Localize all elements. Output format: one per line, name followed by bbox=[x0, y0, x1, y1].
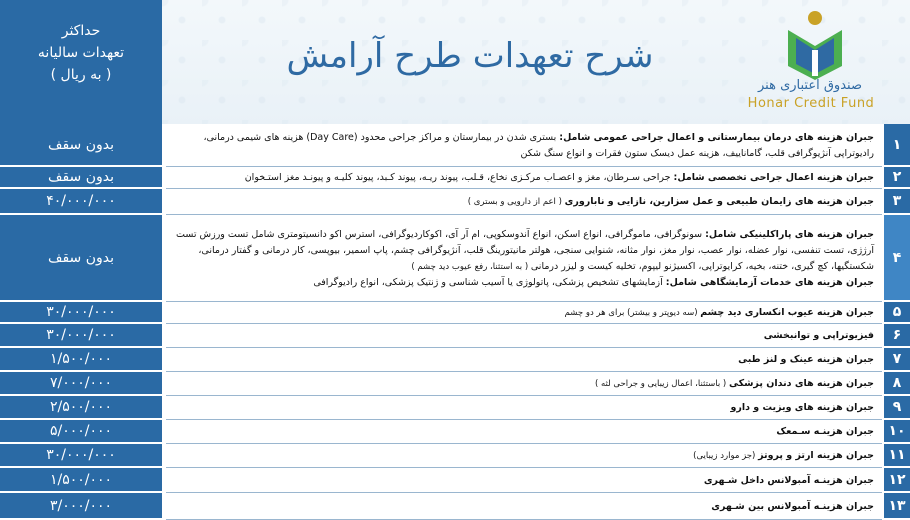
row-amount: ۵/۰۰۰/۰۰۰ bbox=[0, 420, 162, 444]
row-note: ( به استثنا، رفع عیوب دید چشم ) bbox=[411, 261, 531, 272]
row-amount: ۴۰/۰۰۰/۰۰۰ bbox=[0, 189, 162, 215]
row-description bbox=[166, 167, 882, 189]
row-description bbox=[166, 396, 882, 420]
commitments-table bbox=[0, 124, 910, 520]
row-title: فیزیوتراپی و توانبخشی bbox=[763, 330, 874, 341]
row-number: ۲ bbox=[884, 167, 910, 189]
row-number: ۹ bbox=[884, 396, 910, 420]
row-number: ۴ bbox=[884, 215, 910, 302]
row-amount: ۱/۵۰۰/۰۰۰ bbox=[0, 348, 162, 372]
row-description bbox=[166, 420, 882, 444]
row-note: ( باستثنا، اعمال زیبایی و جراحی لثه ) bbox=[594, 379, 729, 389]
page-title: شرح تعهدات طرح آرامش bbox=[286, 36, 654, 76]
max-label-line2: تعهدات سالیانه bbox=[37, 45, 125, 61]
row-note: (جز موارد زیبایی) bbox=[693, 451, 759, 461]
table-row bbox=[0, 396, 910, 420]
row-number: ۸ bbox=[884, 372, 910, 396]
row-number: ۳ bbox=[884, 189, 910, 215]
row-number: ۱ bbox=[884, 124, 910, 167]
row-number: ۶ bbox=[884, 324, 910, 348]
row-title: جبران هزینه های درمان بیمارستانی و اعمال جراحی عمومی شامل: bbox=[559, 131, 874, 143]
row-description bbox=[166, 189, 882, 215]
row-note: (سه دیوپتر و بیشتر) برای هر دو چشم bbox=[564, 308, 701, 318]
row-amount: ۳۰/۰۰۰/۰۰۰ bbox=[0, 302, 162, 324]
row-amount: بدون سقف bbox=[0, 124, 162, 167]
row-title: جبران هزینه عیوب انکساری دید چشم bbox=[700, 307, 874, 318]
row-title: جبران هزینه های زایمان طبیعی و عمل سزارین، نازایی و ناباروری bbox=[564, 196, 874, 207]
row-description bbox=[166, 324, 882, 348]
row-description bbox=[166, 493, 882, 520]
table-row bbox=[0, 189, 910, 215]
table-row bbox=[0, 493, 910, 520]
row-title-2: جبران هزینه های خدمات آزمایشگاهی شامل: bbox=[665, 276, 874, 288]
logo-text-fa: صندوق اعتباری هنر bbox=[758, 78, 862, 93]
table-row bbox=[0, 324, 910, 348]
row-title: جبران هزینه ارتز و پروتز bbox=[758, 450, 874, 461]
row-amount: بدون سقف bbox=[0, 167, 162, 189]
row-number: ۱۲ bbox=[884, 468, 910, 493]
max-commitment-header bbox=[0, 0, 162, 124]
table-row bbox=[0, 215, 910, 302]
table-row bbox=[0, 124, 910, 167]
table-row bbox=[0, 420, 910, 444]
row-title: جبران هزینه های ویزیت و دارو bbox=[730, 402, 874, 413]
row-amount: بدون سقف bbox=[0, 215, 162, 302]
row-number: ۱۱ bbox=[884, 444, 910, 468]
table-row bbox=[0, 167, 910, 189]
row-text: سونوگرافی، ماموگرافی، انواع اسکن، انواع آندوسکوپی، ام آر آی، اکوکاردیوگرافی، استرس اکو دانسیتومتری شامل تست ورزش تست آرژژی، تست تنفسی، نوار عضله، نوار عصب، نوار مغز، نوار مثانه، شنوایی سنجی، هولتر مانیتورینگ قلب، آنژیوگرافی چشم، پاپ اسمیر، بیوپسی، کار درمانی و گفتار درمانی، شکستگیها، کچ گیری، ختنه، بخیه، کرایوتراپی، اکسیژنو لیپوم، تخلیه کیست و لیزر درمانی bbox=[176, 228, 874, 272]
row-amount: ۳/۰۰۰/۰۰۰ bbox=[0, 493, 162, 520]
row-description bbox=[166, 215, 882, 302]
max-label-line3: ( به ریال ) bbox=[50, 67, 112, 83]
row-amount: ۳۰/۰۰۰/۰۰۰ bbox=[0, 444, 162, 468]
row-title: جبران هزینه های دندان پزشکی bbox=[728, 378, 874, 389]
row-amount: ۳۰/۰۰۰/۰۰۰ bbox=[0, 324, 162, 348]
row-description bbox=[166, 468, 882, 493]
row-title: جبران هزینـه آمبولانس داخل شـهری bbox=[703, 474, 874, 486]
row-title: جبران هزینـه آمبولانس بین شـهری bbox=[711, 500, 874, 512]
row-description bbox=[166, 444, 882, 468]
row-note: ( اعم از دارویی و بستری ) bbox=[467, 197, 565, 207]
table-row bbox=[0, 468, 910, 493]
row-amount: ۷/۰۰۰/۰۰۰ bbox=[0, 372, 162, 396]
row-text-2: آزمایشهای تشخیص پزشکی، پاتولوژی یا آسیب شناسی و ژنتیک پزشکی، انواع رادیوگرافی bbox=[313, 276, 666, 288]
row-description bbox=[166, 372, 882, 396]
logo-text-en: Honar Credit Fund bbox=[747, 96, 875, 111]
header bbox=[0, 0, 910, 124]
row-description bbox=[166, 124, 882, 167]
row-amount: ۱/۵۰۰/۰۰۰ bbox=[0, 468, 162, 493]
row-text: جراحی سـرطان، مغز و اعصـاب مرکـزی نخاع، قـلب، پیوند ریـه، پیوند کـبد، پیوند کلیـه و پیونـد مغز استـخوان bbox=[244, 172, 674, 183]
table-row bbox=[0, 302, 910, 324]
row-title: جبران هزینه عینک و لنز طبی bbox=[738, 354, 874, 365]
table-row bbox=[0, 372, 910, 396]
row-title: جبران هزینـه سـمعک bbox=[776, 426, 874, 437]
table-row bbox=[0, 348, 910, 372]
row-description bbox=[166, 302, 882, 324]
max-label-line1: حداکثر bbox=[61, 23, 101, 39]
table-row bbox=[0, 444, 910, 468]
row-number: ۱۳ bbox=[884, 493, 910, 520]
row-description bbox=[166, 348, 882, 372]
row-title: جبران هزینه اعمال جراحی تخصصی شامل: bbox=[673, 172, 874, 183]
row-number: ۵ bbox=[884, 302, 910, 324]
row-text: بستری شدن در بیمارستان و مراکز جراحی محدود (Day Care) هزینه های شیمی درمانی، رادیوتراپی آنژیوگرافی قلب، گاماناییف، هزینه عمل دیسک ستون فقرات و انواع سنگ شکن bbox=[203, 131, 874, 159]
row-number: ۷ bbox=[884, 348, 910, 372]
row-number: ۱۰ bbox=[884, 420, 910, 444]
row-amount: ۲/۵۰۰/۰۰۰ bbox=[0, 396, 162, 420]
row-title: جبران هزینه های پاراکلینیکی شامل: bbox=[705, 228, 874, 240]
